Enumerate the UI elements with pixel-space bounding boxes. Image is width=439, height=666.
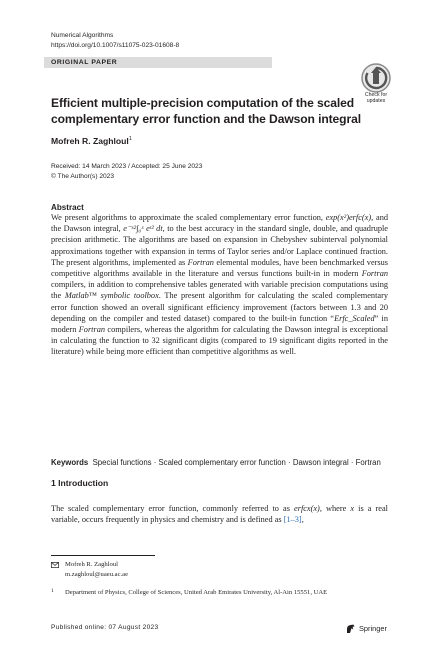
abstract-text: elemental modules, have been benchmarked versus competitive algorithms available in the literature and versus functions built-in in modern [51,257,388,279]
doi-link[interactable]: https://doi.org/10.1007/s11075-023-01608-8 [51,42,180,49]
abstract-text: . The present algorithm for calculating the scaled complementary error function showed an overall significant efficiency improvement (factors between 1.3 and 20 depending on the compiler and tested dataset) compared to the built-in function “ [51,291,388,323]
keywords-line [51,457,388,468]
journal-name: Numerical Algorithms [51,32,114,39]
fortran-term: Fortran [78,325,106,335]
corresponding-author [65,560,128,579]
abstract-heading: Abstract [51,203,84,212]
abstract-text: compilers, in addition to comprehensive tables generated with variable precision computations using the [51,280,388,301]
envelope-icon [51,562,59,568]
abstract-text: We present algorithms to approximate the scaled complementary error function, [51,213,323,222]
springer-horse-icon [345,624,356,634]
affiliation-number: 1 [51,588,54,594]
paper-title: Efficient multiple-precision computation of the scaled complementary error function and the Dawson integral [51,96,361,126]
abstract-body [51,212,388,358]
abstract-text: , and the Dawson integral, [51,213,388,234]
article-dates: Received: 14 March 2023 / Accepted: 25 June 2023 [51,163,203,170]
fortran-term: Fortran [187,257,214,267]
erfc-scaled-term: Erfc_Scaled [334,313,375,323]
affiliation-text: Department of Physics, College of Sciences, United Arab Emirates University, Al-Ain 15551, UAE [65,589,328,596]
matlab-toolbox-term: Matlab™ symbolic toolbox [64,291,159,301]
formula-scaled-erfc: exp(x²)erfc(x) [325,213,372,222]
publisher-name: Springer [359,624,387,633]
intro-text: is a real variable, occurs frequently in physics and chemistry and is defined as [51,504,388,525]
abstract-text: , to the best accuracy in the standard single, double, and quadruple precision arithmetic. The algorithms are based on expansion in Chebyshev subinterval polynomial approximations together with expansion in terms of Taylor series and/or Laplace continued fraction. The present algorithms, implemented as [51,224,388,267]
erfcx-term: erfcx(x) [294,504,320,513]
author-name-text: Mofreh R. Zaghloul [51,136,129,146]
published-online-date: Published online: 07 August 2023 [51,624,159,631]
copyright-line: © The Author(s) 2023 [51,173,115,180]
variable-x: x [350,504,355,513]
abstract-text: ” in modern [51,313,388,335]
author-affiliation-marker[interactable]: 1 [128,136,132,143]
article-type-label: ORIGINAL PAPER [51,59,118,66]
corresponding-author-email[interactable]: m.zaghloul@uaeu.ac.ae [65,570,129,578]
introduction-body [51,503,388,525]
footnote-divider [51,555,155,556]
keywords-text: Special functions · Scaled complementary error function · Dawson integral · Fortran [92,458,381,467]
intro-text: , [301,515,304,525]
section-heading-introduction: 1 Introduction [51,478,109,488]
fortran-term: Fortran [361,269,388,279]
author-name [51,136,132,146]
intro-text: , where [319,504,347,513]
article-type-banner [44,57,272,68]
keywords-label: Keywords [51,458,89,467]
check-for-updates-label: Check for updates [364,92,388,104]
corresponding-author-name: Mofreh R. Zaghloul [65,561,118,568]
formula-dawson-integral: e⁻ˣ²∫₀ˣ eᵗ² dt [123,224,163,234]
check-for-updates-icon[interactable] [360,62,392,94]
intro-text: The scaled complementary error function, commonly referred to as [51,504,290,513]
citation-link[interactable]: [1–3] [283,515,302,525]
abstract-text: compilers, whereas the algorithm for calculating the Dawson integral is exceptional in calculating the function to 32 significant digits (compared to 19 significant digits reported in the literature) while being more efficient than competitive algorithms as well. [51,325,388,357]
